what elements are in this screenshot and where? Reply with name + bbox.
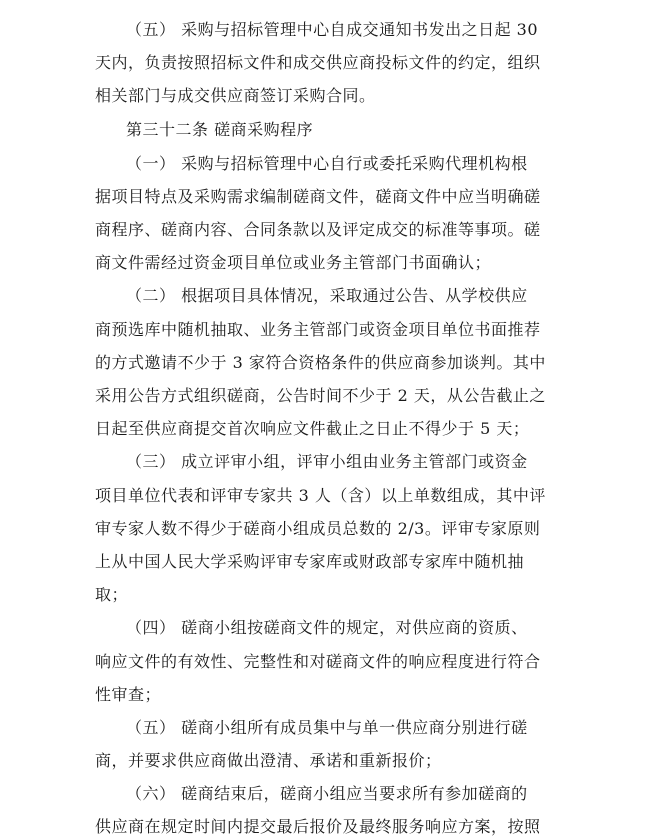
paragraph-line: 商程序、磋商内容、合同条款以及评定成交的标准等事项。磋 <box>95 220 541 239</box>
paragraph-line: 相关部门与成交供应商签订采购合同。 <box>95 86 376 105</box>
paragraph-line: 响应文件的有效性、完整性和对磋商文件的响应程度进行符合 <box>95 652 541 671</box>
paragraph-line: （二） 根据项目具体情况，采取通过公告、从学校供应 <box>126 286 528 305</box>
paragraph-line: 天内，负责按照招标文件和成交供应商投标文件的约定，组织 <box>95 53 541 72</box>
paragraph-line: 上从中国人民大学采购评审专家库或财政部专家库中随机抽 <box>95 552 525 571</box>
paragraph-line: 审专家人数不得少于磋商小组成员总数的 2/3。评审专家原则 <box>95 519 541 538</box>
paragraph-line: （四） 磋商小组按磋商文件的规定，对供应商的资质、 <box>126 618 528 637</box>
paragraph-line: 性审查； <box>95 685 162 704</box>
paragraph-line: 商，并要求供应商做出澄清、承诺和重新报价； <box>95 751 442 770</box>
paragraph-line: （六） 磋商结束后，磋商小组应当要求所有参加磋商的 <box>126 784 528 803</box>
paragraph-line: 供应商在规定时间内提交最后报价及最终服务响应方案，按照 <box>95 817 541 836</box>
paragraph-line: （五） 磋商小组所有成员集中与单一供应商分别进行磋 <box>126 718 528 737</box>
paragraph-line: 的方式邀请不少于 3 家符合资格条件的供应商参加谈判。其中 <box>95 353 546 372</box>
paragraph-line: （一） 采购与招标管理中心自行或委托采购代理机构根 <box>126 154 528 173</box>
paragraph-line: 据项目特点及采购需求编制磋商文件，磋商文件中应当明确磋 <box>95 187 541 206</box>
paragraph-line: 取； <box>95 585 129 604</box>
paragraph-line: 项目单位代表和评审专家共 3 人（含）以上单数组成，其中评 <box>95 486 546 505</box>
paragraph-line: 商文件需经过资金项目单位或业务主管部门书面确认； <box>95 253 492 272</box>
paragraph-line: 商预选库中随机抽取、业务主管部门或资金项目单位书面推荐 <box>95 320 541 339</box>
paragraph-line: （五） 采购与招标管理中心自成交通知书发出之日起 30 <box>126 20 539 39</box>
article-heading: 第三十二条 磋商采购程序 <box>126 120 314 139</box>
paragraph-line: 日起至供应商提交首次响应文件截止之日止不得少于 5 天； <box>95 419 530 438</box>
paragraph-line: 采用公告方式组织磋商，公告时间不少于 2 天，从公告截止之 <box>95 386 546 405</box>
paragraph-line: （三） 成立评审小组，评审小组由业务主管部门或资金 <box>126 452 528 471</box>
